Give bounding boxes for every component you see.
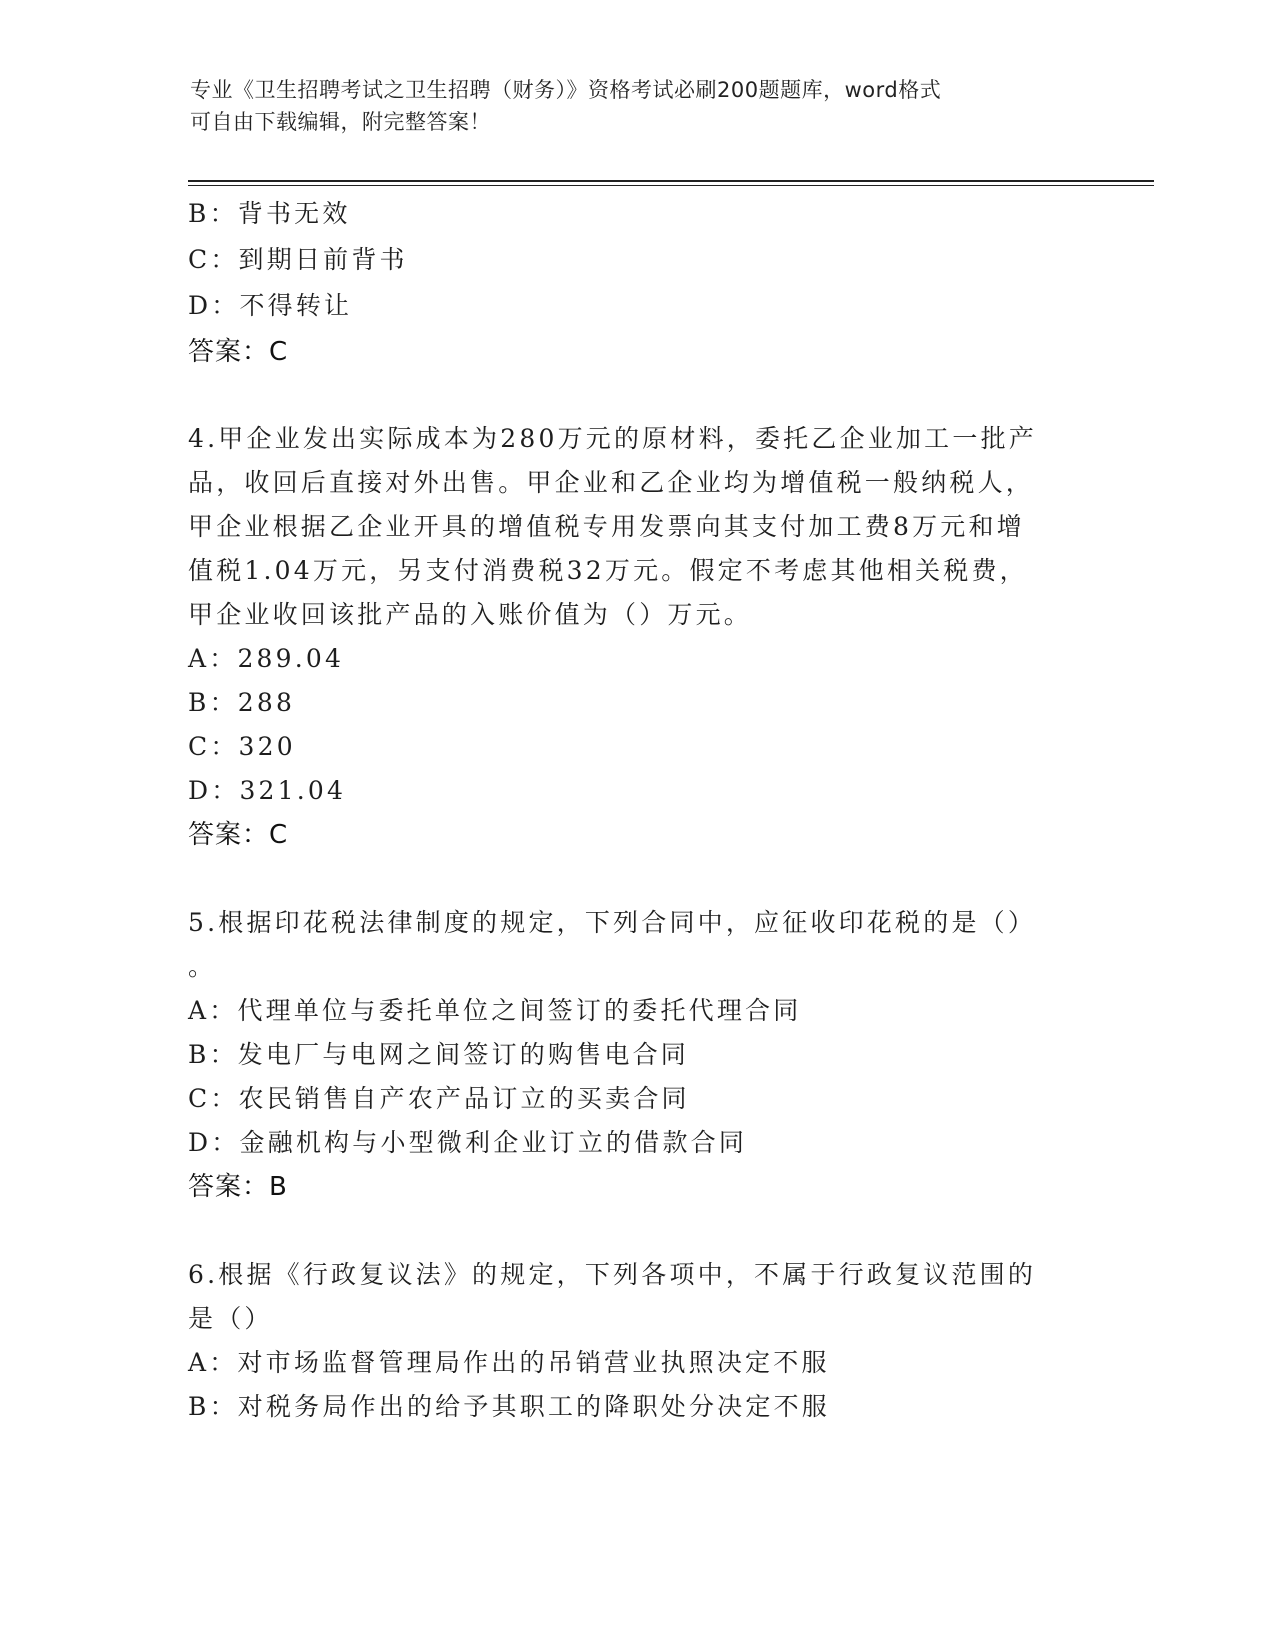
question-stem-line: 5.根据印花税法律制度的规定，下列合同中，应征收印花税的是（） <box>188 908 1037 937</box>
question-stem-line: 是（） <box>188 1304 273 1333</box>
option-b: B：对税务局作出的给予其职工的降职处分决定不服 <box>188 1392 830 1421</box>
question-stem-line: 。 <box>188 952 217 981</box>
answer-label: 答案：C <box>188 337 289 367</box>
header-divider-thin <box>188 185 1154 186</box>
question-4 <box>188 417 1088 857</box>
question-stem-line: 值税1.04万元，另支付消费税32万元。假定不考虑其他相关税费， <box>188 556 1028 585</box>
header-line-1: 专业《卫生招聘考试之卫生招聘（财务）》资格考试必刷200题题库，word格式 <box>190 78 942 102</box>
question-6 <box>188 1253 1088 1429</box>
question-stem-line: 6.根据《行政复议法》的规定，下列各项中，不属于行政复议范围的 <box>188 1260 1037 1289</box>
document-header <box>190 74 1090 138</box>
question-stem-line: 甲企业收回该批产品的入账价值为（）万元。 <box>188 600 753 629</box>
question-stem-line: 4.甲企业发出实际成本为280万元的原材料，委托乙企业加工一批产 <box>188 424 1037 453</box>
answer-label: 答案：B <box>188 1172 288 1202</box>
question-stem-line: 品，收回后直接对外出售。甲企业和乙企业均为增值税一般纳税人， <box>188 468 1035 497</box>
question-stem-line: 甲企业根据乙企业开具的增值税专用发票向其支付加工费8万元和增 <box>188 512 1025 541</box>
option-a: A：289.04 <box>188 644 345 673</box>
option-d: D：金融机构与小型微利企业订立的借款合同 <box>188 1128 748 1157</box>
question-5 <box>188 901 1088 1209</box>
option-b: B：背书无效 <box>188 199 351 228</box>
spacer <box>188 375 1088 421</box>
option-b: B：288 <box>188 688 296 717</box>
answer-label: 答案：C <box>188 820 289 850</box>
question-content <box>188 191 1088 1429</box>
option-d: D：321.04 <box>188 776 347 805</box>
option-a: A：代理单位与委托单位之间签订的委托代理合同 <box>188 996 802 1025</box>
header-divider-thick <box>188 180 1154 182</box>
question-3 <box>188 191 1088 375</box>
option-b: B：发电厂与电网之间签订的购售电合同 <box>188 1040 689 1069</box>
header-line-2: 可自由下载编辑，附完整答案！ <box>190 110 491 134</box>
option-a: A：对市场监督管理局作出的吊销营业执照决定不服 <box>188 1348 830 1377</box>
option-c: C：农民销售自产农产品订立的买卖合同 <box>188 1084 690 1113</box>
option-c: C：320 <box>188 732 296 761</box>
option-c: C：到期日前背书 <box>188 245 408 274</box>
spacer <box>188 1209 1088 1255</box>
option-d: D：不得转让 <box>188 291 353 320</box>
spacer <box>188 857 1088 903</box>
